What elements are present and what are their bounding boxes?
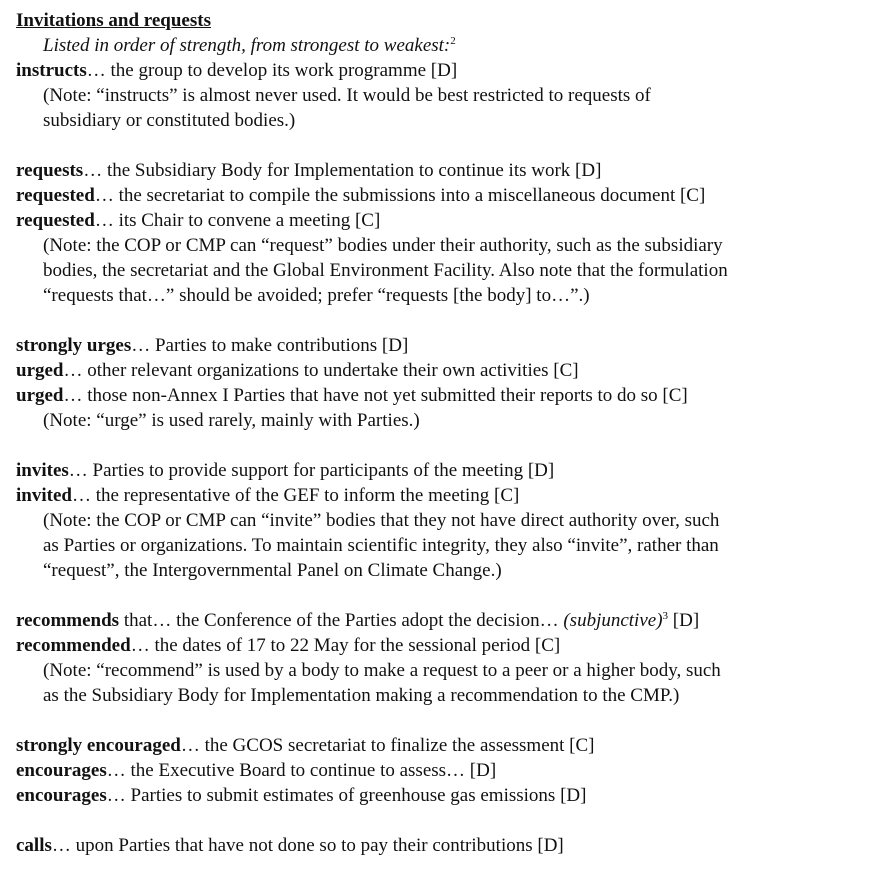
term-example: … upon Parties that have not done so to pay their contributions [D] [51,835,564,856]
term-keyword: urged [16,385,64,406]
term-group [16,333,878,433]
intro-label: Listed in order of strength, from strongest to weakest: [43,35,451,56]
term-example: … the Executive Board to continue to assess… [D] [106,760,497,781]
term-example: … Parties to provide support for participants of the meeting [D] [68,460,555,481]
term-example: … the dates of 17 to 22 May for the sessional period [C] [130,635,561,656]
term-group [16,58,878,133]
term-example: … its Chair to convene a meeting [C] [94,210,381,231]
term-line [16,208,878,233]
term-code: [D] [668,610,700,631]
term-keyword: instructs [16,60,87,81]
term-keyword: encourages [16,760,107,781]
term-line [16,833,878,858]
term-keyword: requests [16,160,84,181]
term-line [16,758,878,783]
usage-note: (Note: “recommend” is used by a body to make a request to a peer or a higher body, such as the Subsidiary Body for Implementation making a recommendation to the CMP.) [43,660,721,706]
term-groups [16,58,878,858]
term-keyword: requested [16,210,95,231]
term-line [16,483,878,508]
term-example: … those non-Annex I Parties that have not yet submitted their reports to do so [C] [63,385,688,406]
term-line [16,183,878,208]
section-title: Invitations and requests [16,10,211,31]
usage-note: (Note: “urge” is used rarely, mainly with Parties.) [43,410,420,431]
intro-text [16,33,878,58]
term-mood: (subjunctive) [563,610,663,631]
term-keyword: requested [16,185,95,206]
term-example: … the group to develop its work programme [D] [86,60,458,81]
term-line [16,383,878,408]
usage-note: (Note: the COP or CMP can “request” bodies under their authority, such as the subsidiary bodies, the secretariat and the Global Environment Facility. Also note that the formulation “requests that…” should be avoided; prefer “requests [the body] to…”.) [43,235,728,306]
term-group [16,158,878,308]
term-keyword: encourages [16,785,107,806]
term-line [16,608,878,633]
term-group [16,833,878,858]
term-group [16,458,878,583]
term-keyword: recommends [16,610,120,631]
term-line [16,333,878,358]
term-keyword: strongly encouraged [16,735,181,756]
term-line [16,158,878,183]
term-group [16,733,878,808]
term-line [16,783,878,808]
usage-note: (Note: the COP or CMP can “invite” bodies that they not have direct authority over, such as Parties or organizations. To maintain scientific integrity, they also “invite”, rather than “request”, the Intergovernmental Panel on Climate Change.) [43,510,720,581]
footnote-marker: 2 [450,35,456,47]
term-keyword: invites [16,460,69,481]
term-example: … Parties to make contributions [D] [131,335,409,356]
term-example: that… the Conference of the Parties adopt the decision… [119,610,564,631]
term-example: … the secretariat to compile the submissions into a miscellaneous document [C] [94,185,706,206]
term-example: … the representative of the GEF to inform the meeting [C] [71,485,520,506]
term-line [16,733,878,758]
term-example: … Parties to submit estimates of greenhouse gas emissions [D] [106,785,587,806]
term-line [16,458,878,483]
term-line [16,358,878,383]
term-example: … the Subsidiary Body for Implementation to continue its work [D] [83,160,602,181]
term-line [16,633,878,658]
term-keyword: recommended [16,635,131,656]
term-example: … the GCOS secretariat to finalize the assessment [C] [180,735,595,756]
term-keyword: calls [16,835,52,856]
usage-note: (Note: “instructs” is almost never used. It would be best restricted to requests of subsidiary or constituted bodies.) [43,85,651,131]
footnote-marker: 3 [662,610,669,622]
term-group [16,608,878,708]
term-keyword: urged [16,360,64,381]
term-keyword: strongly urges [16,335,132,356]
term-line [16,58,878,83]
term-keyword: invited [16,485,72,506]
term-example: … other relevant organizations to undertake their own activities [C] [63,360,579,381]
